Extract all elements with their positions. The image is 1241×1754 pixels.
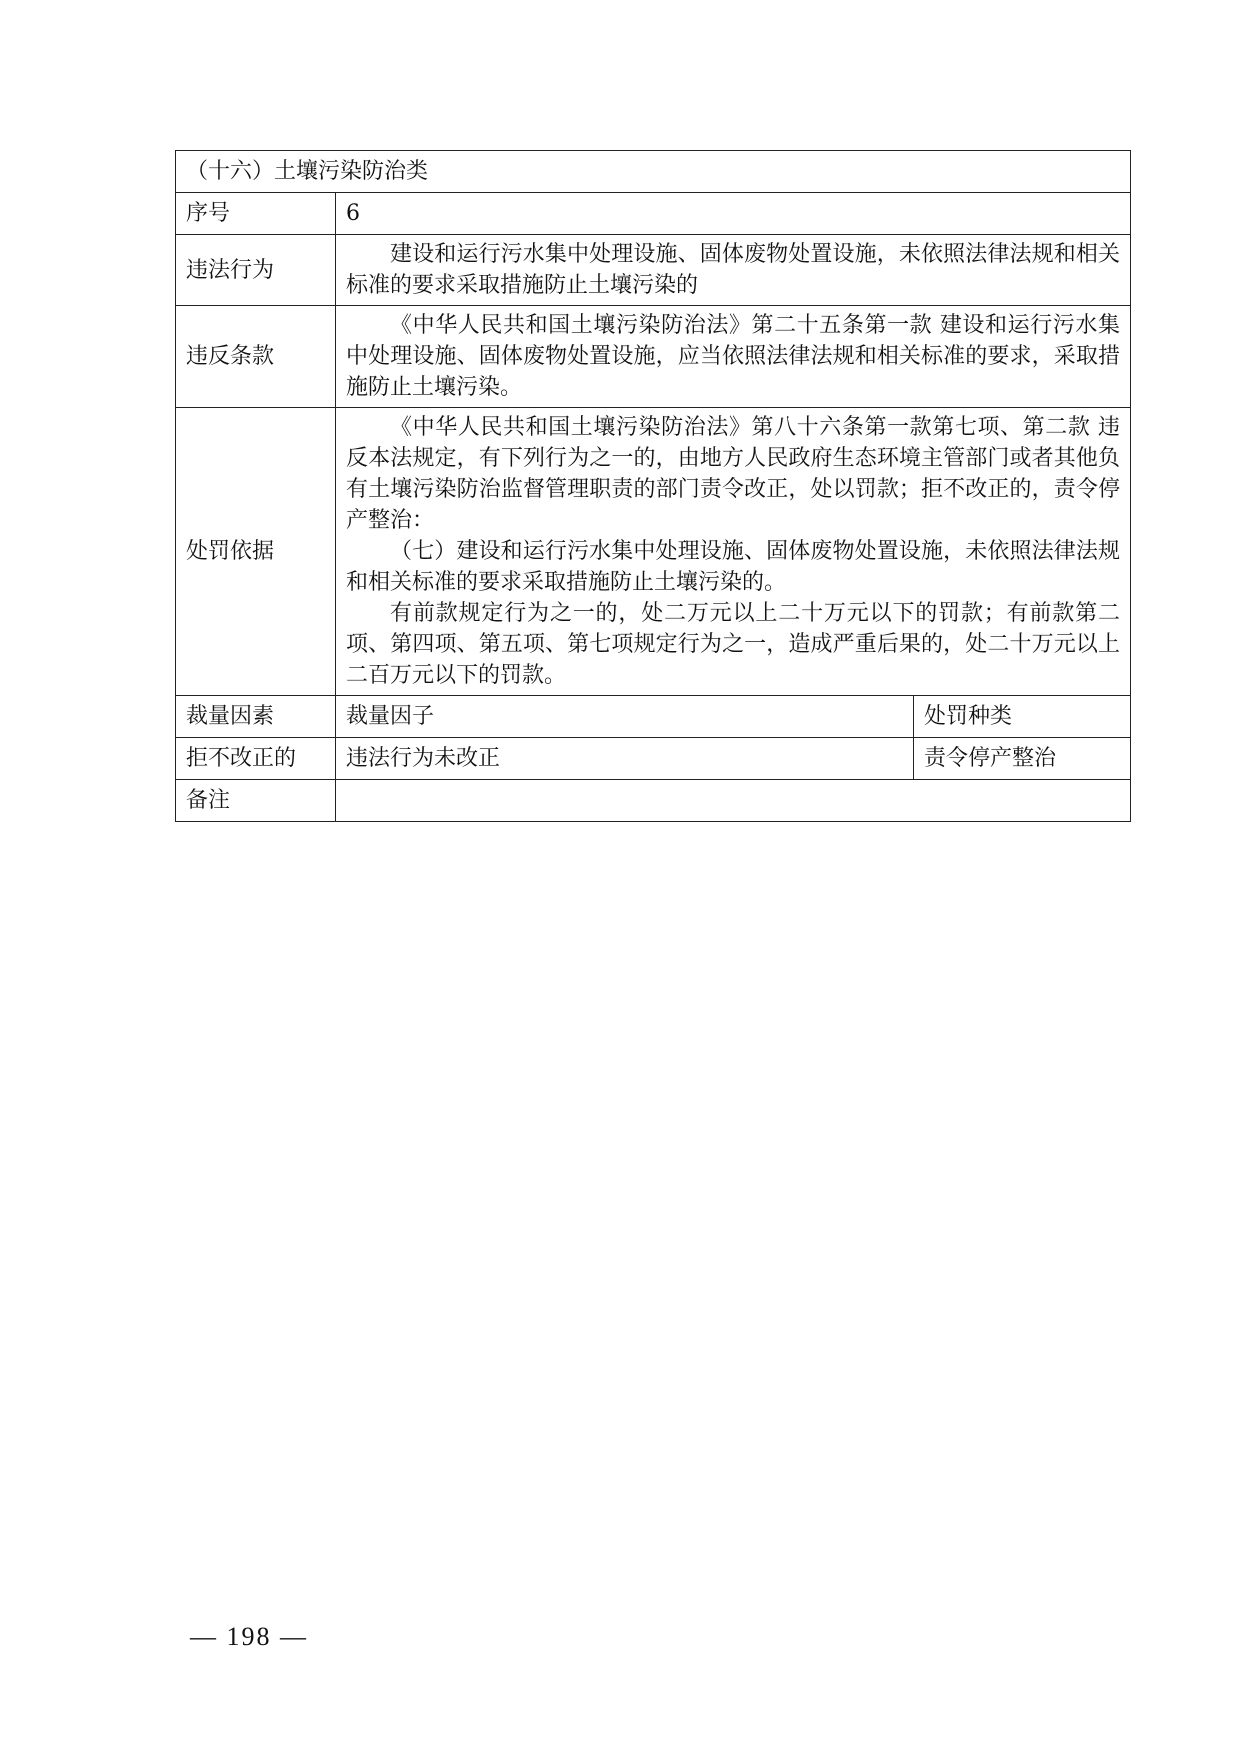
refuse-correction-penalty: 责令停产整治	[914, 738, 1131, 780]
section-title: （十六）土壤污染防治类	[176, 151, 1131, 193]
serial-value: 6	[336, 193, 1131, 235]
penalty-basis-row	[176, 408, 1131, 696]
refuse-correction-row	[176, 738, 1131, 780]
penalty-basis-cell	[336, 408, 1131, 696]
discretion-factor-label: 裁量因素	[176, 696, 336, 738]
serial-label: 序号	[176, 193, 336, 235]
discretion-header-row	[176, 696, 1131, 738]
refuse-correction-label: 拒不改正的	[176, 738, 336, 780]
discretion-factor-header: 裁量因子	[336, 696, 914, 738]
violation-cell	[336, 235, 1131, 306]
penalty-type-header: 处罚种类	[914, 696, 1131, 738]
footer-dash-right: —	[280, 1622, 308, 1651]
footer-dash-left: —	[190, 1622, 218, 1651]
page-footer	[190, 1622, 308, 1652]
serial-row	[176, 193, 1131, 235]
remarks-value	[336, 780, 1131, 822]
section-title-row	[176, 151, 1131, 193]
violation-text: 建设和运行污水集中处理设施、固体废物处置设施，未依照法律法规和相关标准的要求采取措施防止土壤污染的	[346, 242, 1120, 298]
violated-clause-text: 《中华人民共和国土壤污染防治法》第二十五条第一款 建设和运行污水集中处理设施、固体废物处置设施，应当依照法律法规和相关标准的要求，采取措施防止土壤污染。	[346, 313, 1120, 400]
violation-label: 违法行为	[176, 235, 336, 306]
penalty-basis-paragraph: （七）建设和运行污水集中处理设施、固体废物处置设施，未依照法律法规和相关标准的要求采取措施防止土壤污染的。	[346, 539, 1120, 595]
remarks-row	[176, 780, 1131, 822]
violated-clause-cell	[336, 306, 1131, 408]
page-number: 198	[226, 1622, 272, 1651]
remarks-label: 备注	[176, 780, 336, 822]
violated-clause-row	[176, 306, 1131, 408]
penalty-basis-paragraph: 有前款规定行为之一的，处二万元以上二十万元以下的罚款；有前款第二项、第四项、第五项、第七项规定行为之一，造成严重后果的，处二十万元以上二百万元以下的罚款。	[346, 601, 1120, 688]
violation-row	[176, 235, 1131, 306]
penalty-discretion-table	[175, 150, 1131, 822]
refuse-correction-factor: 违法行为未改正	[336, 738, 914, 780]
penalty-basis-label: 处罚依据	[176, 408, 336, 696]
violated-clause-label: 违反条款	[176, 306, 336, 408]
penalty-basis-paragraph: 《中华人民共和国土壤污染防治法》第八十六条第一款第七项、第二款 违反本法规定，有下列行为之一的，由地方人民政府生态环境主管部门或者其他负有土壤污染防治监督管理职责的部门责令改正，处以罚款；拒不改正的，责令停产整治：	[346, 415, 1120, 533]
